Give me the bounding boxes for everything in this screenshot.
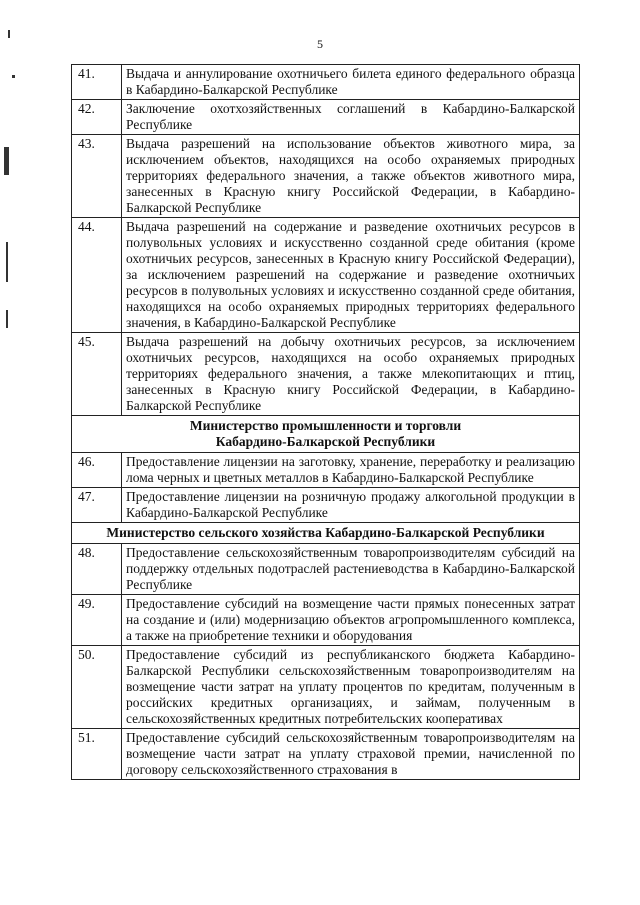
service-description: Заключение охотхозяйственных соглашений в Кабардино-Балкарской Республике	[122, 100, 580, 135]
item-number: 43.	[72, 135, 122, 218]
table-row	[72, 544, 580, 595]
section-heading-line: Министерство сельского хозяйства Кабардино-Балкарской Республики	[106, 525, 545, 540]
service-description: Предоставление субсидий на возмещение части прямых понесенных затрат на создание и (или) модернизацию объектов агропромышленного комплекса, а также на приобретение техники и оборудования	[122, 595, 580, 646]
table-row	[72, 100, 580, 135]
item-number: 41.	[72, 65, 122, 100]
table-row	[72, 729, 580, 780]
section-heading-line: Министерство промышленности и торговли	[189, 418, 462, 433]
item-number: 48.	[72, 544, 122, 595]
table-row	[72, 595, 580, 646]
item-number: 42.	[72, 100, 122, 135]
item-number: 44.	[72, 218, 122, 333]
item-number: 50.	[72, 646, 122, 729]
item-number: 45.	[72, 333, 122, 416]
table-row	[72, 333, 580, 416]
services-table	[71, 64, 580, 780]
item-number: 46.	[72, 453, 122, 488]
service-description: Выдача разрешений на содержание и разведение охотничьих ресурсов в полувольных условиях и искусственно созданной среде обитания (кроме охотничьих ресурсов, занесенных в Красную книгу Российской Федерации), за исключением разрешений на содержание и разведение охотничьих ресурсов в полувольных условиях и искусственно созданной среде обитания, находящихся на особо охраняемых природных территориях федерального значения, в Кабардино-Балкарской Республике	[122, 218, 580, 333]
section-heading-line: Кабардино-Балкарской Республики	[215, 434, 436, 449]
service-description: Предоставление лицензии на розничную продажу алкогольной продукции в Кабардино-Балкарской Республике	[122, 488, 580, 523]
service-description: Предоставление субсидий из республиканского бюджета Кабардино-Балкарской Республики сельскохозяйственным товаропроизводителям на возмещение части затрат на уплату процентов по кредитам, полученным в российских кредитных организациях, и займам, полученным в сельскохозяйственных кредитных потребительских кооперативах	[122, 646, 580, 729]
service-description: Выдача разрешений на добычу охотничьих ресурсов, за исключением охотничьих ресурсов, находящихся на особо охраняемых природных территориях федерального значения, а также млекопитающих и птиц, занесенных в Красную книгу Российской Федерации, в Кабардино-Балкарской Республике	[122, 333, 580, 416]
table-row	[72, 135, 580, 218]
table-body	[72, 65, 580, 780]
service-description: Предоставление сельскохозяйственным товаропроизводителям субсидий на поддержку отдельных подотраслей растениеводства в Кабардино-Балкарской Республике	[122, 544, 580, 595]
item-number: 49.	[72, 595, 122, 646]
section-heading	[72, 523, 580, 544]
page-number: 5	[317, 37, 323, 51]
service-description: Выдача разрешений на использование объектов животного мира, за исключением объектов, находящихся на особо охраняемых природных территориях федерального значения, а также объектов животного мира, занесенных в Красную книгу Российской Федерации, в Кабардино-Балкарской Республике	[122, 135, 580, 218]
table-row	[72, 646, 580, 729]
table-row	[72, 453, 580, 488]
section-heading-row	[72, 523, 580, 544]
table-row	[72, 65, 580, 100]
scan-margin-marks	[0, 0, 20, 905]
section-heading-row	[72, 416, 580, 453]
section-heading	[72, 416, 580, 453]
item-number: 51.	[72, 729, 122, 780]
table-row	[72, 488, 580, 523]
table-row	[72, 218, 580, 333]
service-description: Предоставление субсидий сельскохозяйственным товаропроизводителям на возмещение части затрат на уплату страховой премии, начисленной по договору сельскохозяйственного страхования в	[122, 729, 580, 780]
service-description: Предоставление лицензии на заготовку, хранение, переработку и реализацию лома черных и цветных металлов в Кабардино-Балкарской Республике	[122, 453, 580, 488]
item-number: 47.	[72, 488, 122, 523]
service-description: Выдача и аннулирование охотничьего билета единого федерального образца в Кабардино-Балкарской Республике	[122, 65, 580, 100]
